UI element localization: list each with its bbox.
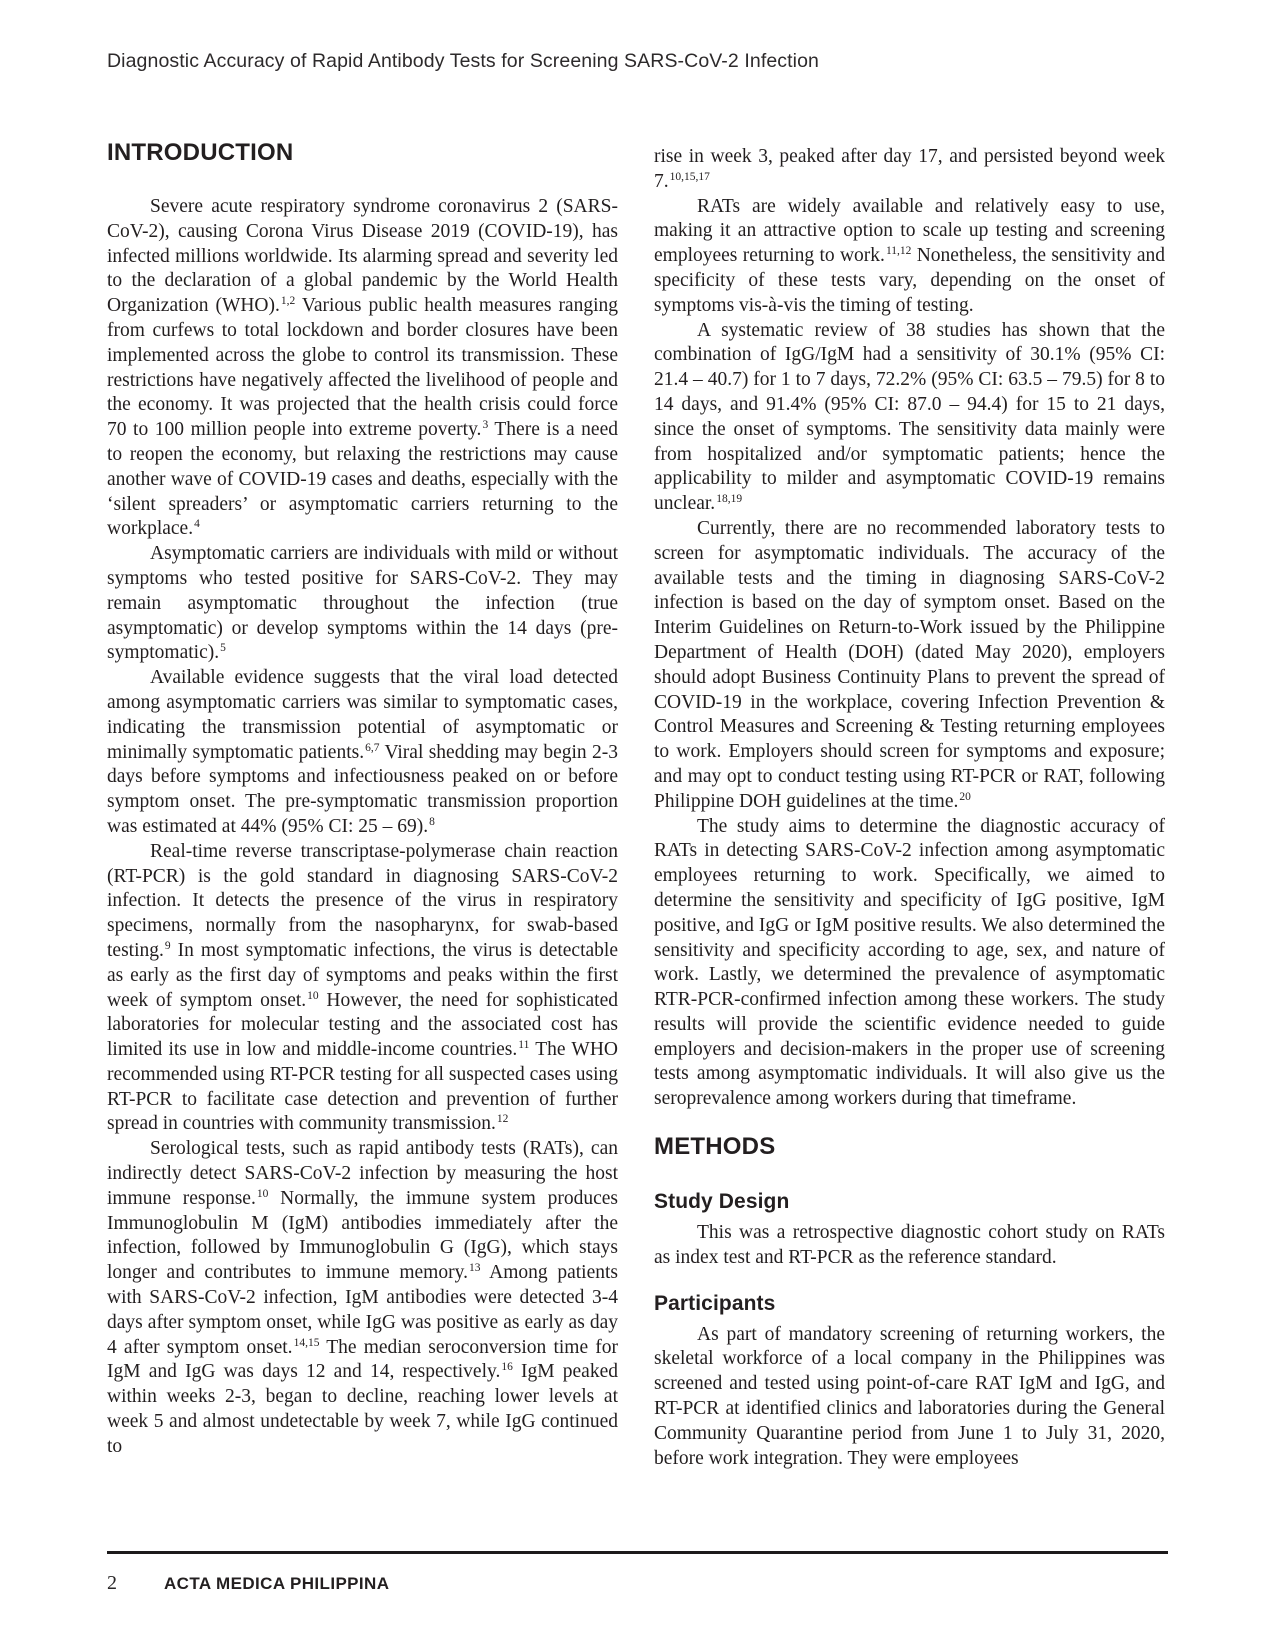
paragraph: Real-time reverse transcriptase-polymerase chain reaction (RT-PCR) is the gold standard in diagnosing SARS-CoV-2 infection. It detects the presence of the virus in respiratory specimens, normally from the nasopharynx, for swab-based testing.9 In most symptomatic infections, the virus is detectable as early as the first day of symptoms and peaks within the first week of symptom onset.10 However, the need for sophisticated laboratories for molecular testing and the associated cost has limited its use in low and middle-income countries.11 The WHO recommended using RT-PCR testing for all suspected cases using RT-PCR to facilitate case detection and prevention of further spread in countries with community transmission.12 xyxy=(107,840,619,1135)
paragraph: As part of mandatory screening of returning workers, the skeletal workforce of a local company in the Philippines was screened and tested using point-of-care RAT IgM and IgG, and RT-PCR at identified clinics and laboratories during the General Community Quarantine period from June 1 to July 31, 2020, before work integration. They were employees xyxy=(654,1323,1165,1469)
paragraph: Serological tests, such as rapid antibody tests (RATs), can indirectly detect SARS-CoV-2 infection by measuring the host immune response.10 Normally, the immune system produces Immunoglobulin M (IgM) antibodies immediately after the infection, followed by Immunoglobulin G (IgG), which stays longer and contributes to immune memory.13 Among patients with SARS-CoV-2 infection, IgM antibodies were detected 3-4 days after symptom onset, while IgG was positive as early as day 4 after symptom onset.14,15 The median seroconversion time for IgM and IgG was days 12 and 14, respectively.16 IgM peaked within weeks 2-3, began to decline, reaching lower levels at week 5 and almost undetectable by week 7, while IgG continued to xyxy=(107,1138,619,1457)
section-heading-introduction: INTRODUCTION xyxy=(107,139,294,166)
subsection-heading-participants: Participants xyxy=(654,1291,776,1315)
page-footer xyxy=(107,1572,1168,1595)
running-head-title: Diagnostic Accuracy of Rapid Antibody Tests for Screening SARS-CoV-2 Infection xyxy=(107,50,819,72)
paragraph: Asymptomatic carriers are individuals with mild or without symptoms who tested positive for SARS-CoV-2. They may remain asymptomatic throughout the infection (true asymptomatic) or develop symptoms within the 14 days (pre-symptomatic).5 xyxy=(107,543,618,664)
journal-name: ACTA MEDICA PHILIPPINA xyxy=(164,1574,390,1593)
running-head xyxy=(107,50,1167,73)
paragraph: Available evidence suggests that the viral load detected among asymptomatic carriers was similar to symptomatic cases, indicating the transmission potential of asymptomatic or minimally symptomatic patients.6,7 Viral shedding may begin 2-3 days before symptoms and infectiousness peaked on or before symptom onset. The pre-symptomatic transmission proportion was estimated at 44% (95% CI: 25 – 69).8 xyxy=(107,667,619,837)
paragraph: Currently, there are no recommended laboratory tests to screen for asymptomatic individuals. The accuracy of the available tests and the timing in diagnosing SARS-CoV-2 infection is based on the day of symptom onset. Based on the Interim Guidelines on Return-to-Work issued by the Philippine Department of Health (DOH) (dated May 2020), employers should adopt Business Continuity Plans to prevent the spread of COVID-19 in the workplace, covering Infection Prevention & Control Measures and Screening & Testing returning employees to work. Employers should screen for symptoms and exposure; and may opt to conduct testing using RT-PCR or RAT, following Philippine DOH guidelines at the time.20 xyxy=(654,517,1165,812)
paragraph: rise in week 3, peaked after day 17, and persisted beyond week 7.10,15,17 xyxy=(654,146,1165,192)
right-column xyxy=(654,145,1165,1471)
paragraph: This was a retrospective diagnostic cohort study on RATs as index test and RT-PCR as the reference standard. xyxy=(654,1222,1165,1268)
paragraph: RATs are widely available and relatively easy to use, making it an attractive option to scale up testing and screening employees returning to work.11,12 Nonetheless, the sensitivity and specificity of these tests vary, depending on the onset of symptoms vis-à-vis the timing of testing. xyxy=(654,195,1165,316)
page-number: 2 xyxy=(107,1572,117,1594)
subsection-heading-study-design: Study Design xyxy=(654,1190,790,1214)
footer-rule xyxy=(107,1551,1168,1554)
paragraph: The study aims to determine the diagnostic accuracy of RATs in detecting SARS-CoV-2 infection among asymptomatic employees returning to work. Specifically, we aimed to determine the sensitivity and specificity of IgG positive, IgM positive, and IgG or IgM positive results. We also determined the sensitivity and specificity according to age, sex, and nature of work. Lastly, we determined the prevalence of asymptomatic RTR-PCR-confirmed infection among these workers. The study results will provide the scientific evidence needed to guide employers and decision-makers in the proper use of screening tests among asymptomatic individuals. It will also give us the seroprevalence among workers during that timeframe. xyxy=(654,815,1165,1110)
paragraph: Severe acute respiratory syndrome coronavirus 2 (SARS-CoV-2), causing Corona Virus Disease 2019 (COVID-19), has infected millions worldwide. Its alarming spread and severity led to the declaration of a global pandemic by the World Health Organization (WHO).1,2 Various public health measures ranging from curfews to total lockdown and border closures have been implemented across the globe to control its transmission. These restrictions have negatively affected the livelihood of people and the economy. It was projected that the health crisis could force 70 to 100 million people into extreme poverty.3 There is a need to reopen the economy, but relaxing the restrictions may cause another wave of COVID-19 cases and deaths, especially with the ‘silent spreaders’ or asymptomatic carriers returning to the workplace.4 xyxy=(107,196,619,540)
section-heading-methods: METHODS xyxy=(654,1133,776,1161)
left-column xyxy=(107,140,618,1460)
paragraph: A systematic review of 38 studies has shown that the combination of IgG/IgM had a sensitivity of 30.1% (95% CI: 21.4 – 40.7) for 1 to 7 days, 72.2% (95% CI: 63.5 – 79.5) for 8 to 14 days, and 91.4% (95% CI: 87.0 – 94.4) for 15 to 21 days, since the onset of symptoms. The sensitivity data mainly were from hospitalized and/or symptomatic patients; hence the applicability to milder and asymptomatic COVID-19 remains unclear.18,19 xyxy=(654,319,1165,515)
